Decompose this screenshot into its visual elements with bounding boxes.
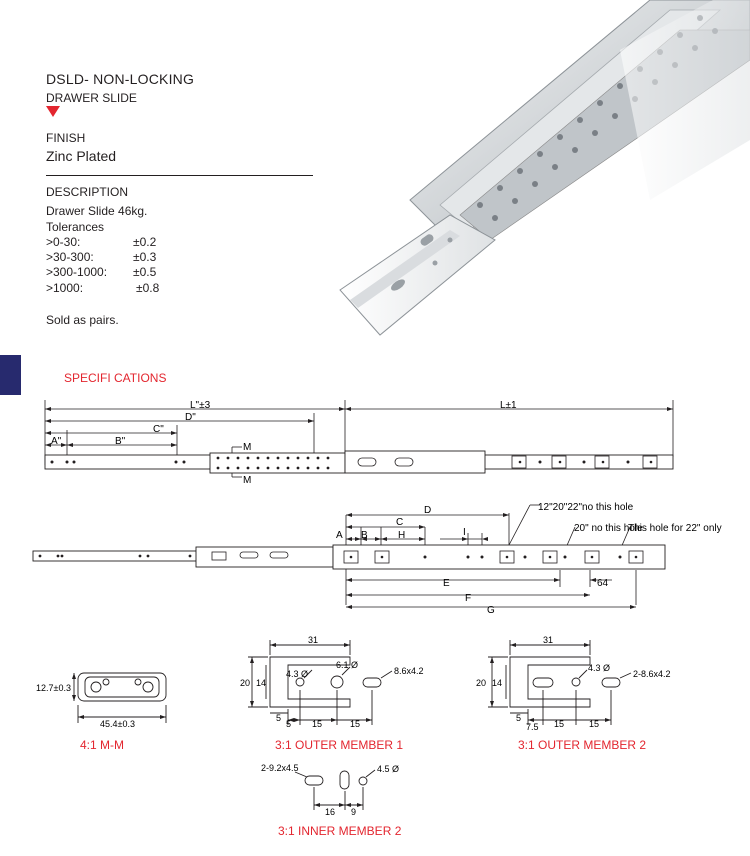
dim-g: G	[487, 605, 495, 615]
page-side-tab	[0, 355, 21, 395]
dim-d: D"	[185, 412, 196, 423]
note-no-hole-12-20-22: 12"20"22"no this hole	[538, 502, 634, 513]
om1-dim-5b: 5	[286, 719, 292, 729]
om1-dim-15a: 15	[312, 719, 323, 729]
outer-member-2-drawing	[470, 635, 710, 730]
specifications-heading: SPECIFI CATIONS	[64, 371, 167, 385]
section-divider	[46, 175, 313, 176]
om2-dim-5: 5	[516, 713, 522, 723]
dim-i: I	[463, 527, 466, 538]
dim-l-closed: L"±3	[190, 400, 211, 411]
dim-h: H	[398, 530, 406, 541]
dim-l: L±1	[500, 400, 517, 411]
caption-outer-member-1: 3:1 OUTER MEMBER 1	[275, 738, 404, 752]
tolerance-value: ±0.5	[133, 265, 157, 279]
finish-value: Zinc Plated	[46, 148, 117, 164]
outer-member-1-drawing	[230, 635, 460, 730]
caption-outer-member-2: 3:1 OUTER MEMBER 2	[518, 738, 647, 752]
om2-dim-15a: 15	[554, 719, 565, 729]
dim-b-2: B	[361, 530, 368, 541]
dim-c-2: C	[396, 517, 404, 528]
note-no-hole-20: 20" no this hole	[574, 523, 643, 534]
tolerance-range: >1000:	[46, 281, 84, 295]
im2-dim-9: 9	[351, 807, 357, 817]
im2-hole: 4.5 Ø	[377, 764, 400, 774]
im2-slot: 2-9.2x4.5	[261, 763, 299, 773]
om1-dim-15b: 15	[350, 719, 361, 729]
dim-e: E	[443, 578, 450, 589]
note-hole-22-only: This hole for 22" only	[628, 523, 722, 534]
om1-width-31: 31	[308, 635, 319, 645]
tolerance-value: ±0.2	[133, 235, 157, 249]
om1-height-14: 14	[256, 678, 267, 688]
section-height: 12.7±0.3	[36, 683, 71, 693]
om2-hole-43: 4.3 Ø	[588, 663, 611, 673]
dim-b: B"	[115, 436, 126, 447]
description-heading: DESCRIPTION	[46, 185, 129, 199]
caption-inner-member-2: 3:1 INNER MEMBER 2	[278, 824, 402, 838]
product-title: DSLD- NON-LOCKING	[46, 71, 195, 87]
om1-height-20: 20	[240, 678, 251, 688]
red-triangle-icon	[46, 106, 60, 117]
tolerance-range: >30-300:	[46, 250, 94, 264]
section-mark-top: M	[243, 442, 252, 453]
dim-a: A"	[51, 436, 62, 447]
dim-d-2: D	[424, 505, 432, 516]
om2-height-14: 14	[492, 678, 503, 688]
description-load: Drawer Slide 46kg.	[46, 204, 148, 218]
slide-dimension-drawing-1	[0, 395, 750, 495]
dim-c: C"	[153, 424, 164, 435]
drawer-slide-photo	[320, 0, 750, 350]
finish-heading: FINISH	[46, 131, 86, 145]
tolerance-value: ±0.8	[136, 281, 160, 295]
om1-hole-61: 6.1 Ø	[336, 660, 359, 670]
om1-hole-43: 4.3 Ø	[286, 669, 309, 679]
om1-slot: 8.6x4.2	[394, 666, 424, 676]
om2-width-31: 31	[543, 635, 554, 645]
section-m-m-drawing	[30, 665, 190, 730]
inner-member-2-drawing	[255, 758, 435, 818]
slide-dimension-drawing-2	[0, 495, 750, 615]
section-width: 45.4±0.3	[100, 719, 135, 729]
im2-dim-16: 16	[325, 807, 336, 817]
om2-slot: 2-8.6x4.2	[633, 669, 671, 679]
section-mark-bottom: M	[243, 475, 252, 486]
description-tolerances-label: Tolerances	[46, 220, 105, 234]
om2-dim-15b: 15	[589, 719, 600, 729]
om2-dim-75: 7.5	[526, 722, 539, 730]
om1-dim-5a: 5	[276, 713, 282, 723]
caption-m-m: 4:1 M-M	[80, 738, 125, 752]
tolerance-range: >0-30:	[46, 235, 81, 249]
tolerance-value: ±0.3	[133, 250, 157, 264]
om2-height-20: 20	[476, 678, 487, 688]
product-subtitle: DRAWER SLIDE	[46, 91, 137, 105]
dim-a-2: A	[336, 530, 343, 541]
dim-64: 64	[597, 578, 609, 589]
dim-f: F	[465, 593, 472, 604]
sold-as-pairs-note: Sold as pairs.	[46, 313, 119, 327]
tolerance-range: >300-1000:	[46, 265, 108, 279]
